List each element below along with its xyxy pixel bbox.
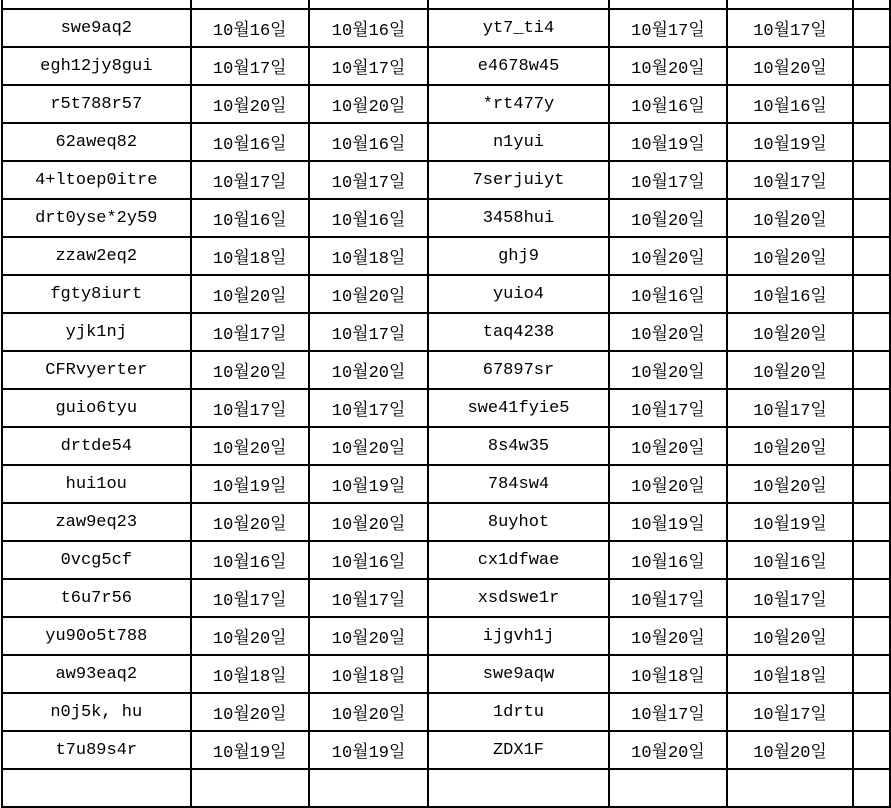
cell-date[interactable]: 10월20일 (727, 465, 853, 503)
cell-empty-sliver[interactable] (853, 351, 890, 389)
cell-date[interactable]: 10월17일 (309, 579, 428, 617)
cell-id-right[interactable]: ghj9 (428, 237, 609, 275)
cell-id-right[interactable]: swe41fyie5 (428, 389, 609, 427)
cell-date[interactable]: 10월17일 (727, 389, 853, 427)
cell-empty[interactable] (609, 0, 727, 9)
cell-date[interactable]: 10월20일 (727, 351, 853, 389)
cell-date[interactable]: 10월20일 (609, 237, 727, 275)
cell-date[interactable]: 10월17일 (727, 161, 853, 199)
cell-empty[interactable] (727, 0, 853, 9)
cell-date[interactable]: 10월16일 (191, 541, 309, 579)
cell-empty-sliver[interactable] (853, 503, 890, 541)
cell-empty-sliver[interactable] (853, 85, 890, 123)
cell-date[interactable]: 10월17일 (309, 47, 428, 85)
cell-date[interactable]: 10월19일 (609, 123, 727, 161)
cell-date[interactable]: 10월18일 (309, 237, 428, 275)
cell-date[interactable]: 10월19일 (191, 731, 309, 769)
cell-date[interactable]: 10월16일 (727, 541, 853, 579)
table-row-clipped-bottom (2, 769, 890, 807)
table-row (2, 617, 890, 655)
cell-date[interactable]: 10월20일 (727, 237, 853, 275)
cell-empty-sliver[interactable] (853, 465, 890, 503)
cell-date[interactable]: 10월16일 (191, 9, 309, 47)
table-row (2, 9, 890, 47)
cell-date[interactable]: 10월17일 (609, 389, 727, 427)
cell-empty[interactable] (191, 769, 309, 807)
cell-date[interactable]: 10월19일 (727, 123, 853, 161)
cell-date[interactable]: 10월19일 (609, 503, 727, 541)
cell-date[interactable]: 10월19일 (727, 503, 853, 541)
cell-id-right[interactable]: n1yui (428, 123, 609, 161)
cell-empty-sliver[interactable] (853, 693, 890, 731)
table-row (2, 427, 890, 465)
cell-empty-sliver[interactable] (853, 9, 890, 47)
table-row (2, 123, 890, 161)
cell-date[interactable]: 10월20일 (609, 427, 727, 465)
cell-date[interactable]: 10월20일 (727, 199, 853, 237)
cell-empty-sliver[interactable] (853, 161, 890, 199)
cell-id-right[interactable]: yuio4 (428, 275, 609, 313)
cell-id-left[interactable]: guio6tyu (2, 389, 191, 427)
cell-empty-sliver[interactable] (853, 579, 890, 617)
cell-date[interactable]: 10월20일 (609, 617, 727, 655)
cell-date[interactable]: 10월16일 (309, 9, 428, 47)
cell-empty-sliver[interactable] (853, 769, 890, 807)
cell-date[interactable]: 10월19일 (191, 465, 309, 503)
cell-date[interactable]: 10월16일 (609, 541, 727, 579)
cell-date[interactable]: 10월17일 (191, 389, 309, 427)
cell-empty-sliver[interactable] (853, 731, 890, 769)
table-row (2, 541, 890, 579)
cell-date[interactable]: 10월17일 (727, 9, 853, 47)
cell-date[interactable]: 10월16일 (309, 123, 428, 161)
table-row (2, 655, 890, 693)
cell-id-left[interactable]: drt0yse*2y59 (2, 199, 191, 237)
cell-empty[interactable] (428, 0, 609, 9)
cell-date[interactable]: 10월17일 (309, 313, 428, 351)
cell-date[interactable]: 10월18일 (191, 237, 309, 275)
cell-date[interactable]: 10월20일 (609, 313, 727, 351)
cell-id-left[interactable]: 62aweq82 (2, 123, 191, 161)
cell-date[interactable]: 10월17일 (191, 161, 309, 199)
cell-date[interactable]: 10월20일 (609, 351, 727, 389)
cell-date[interactable]: 10월17일 (609, 579, 727, 617)
cell-date[interactable]: 10월17일 (191, 579, 309, 617)
cell-id-left[interactable]: swe9aq2 (2, 9, 191, 47)
cell-id-right[interactable]: taq4238 (428, 313, 609, 351)
cell-empty[interactable] (309, 0, 428, 9)
cell-date[interactable]: 10월18일 (191, 655, 309, 693)
cell-date[interactable]: 10월20일 (609, 47, 727, 85)
cell-empty[interactable] (2, 0, 191, 9)
cell-id-left[interactable]: zzaw2eq2 (2, 237, 191, 275)
cell-empty[interactable] (309, 769, 428, 807)
cell-id-left[interactable]: zaw9eq23 (2, 503, 191, 541)
cell-id-left[interactable]: egh12jy8gui (2, 47, 191, 85)
cell-id-right[interactable]: ijgvh1j (428, 617, 609, 655)
cell-date[interactable]: 10월16일 (191, 199, 309, 237)
cell-date[interactable]: 10월20일 (727, 427, 853, 465)
cell-empty-sliver[interactable] (853, 199, 890, 237)
table-row (2, 579, 890, 617)
cell-id-left[interactable]: CFRvyerter (2, 351, 191, 389)
cell-date[interactable]: 10월20일 (309, 351, 428, 389)
cell-date[interactable]: 10월16일 (727, 275, 853, 313)
cell-date[interactable]: 10월17일 (727, 693, 853, 731)
cell-id-right[interactable]: 1drtu (428, 693, 609, 731)
cell-date[interactable]: 10월17일 (609, 693, 727, 731)
cell-date[interactable]: 10월17일 (309, 161, 428, 199)
cell-id-right[interactable]: 784sw4 (428, 465, 609, 503)
cell-date[interactable]: 10월19일 (309, 731, 428, 769)
cell-date[interactable]: 10월20일 (727, 617, 853, 655)
cell-empty[interactable] (428, 769, 609, 807)
cell-id-right[interactable]: 7serjuiyt (428, 161, 609, 199)
cell-date[interactable]: 10월20일 (191, 693, 309, 731)
cell-empty-sliver[interactable] (853, 427, 890, 465)
table-row (2, 85, 890, 123)
table-row (2, 275, 890, 313)
table-row (2, 199, 890, 237)
cell-id-left[interactable]: t6u7r56 (2, 579, 191, 617)
cell-date[interactable]: 10월20일 (191, 351, 309, 389)
cell-empty-sliver[interactable] (853, 617, 890, 655)
cell-empty[interactable] (727, 769, 853, 807)
cell-id-right[interactable]: 8s4w35 (428, 427, 609, 465)
cell-date[interactable]: 10월20일 (309, 427, 428, 465)
cell-date[interactable]: 10월20일 (609, 731, 727, 769)
cell-empty-sliver[interactable] (853, 655, 890, 693)
cell-empty[interactable] (191, 0, 309, 9)
cell-empty-sliver[interactable] (853, 389, 890, 427)
cell-empty-sliver[interactable] (853, 275, 890, 313)
cell-empty-sliver[interactable] (853, 0, 890, 9)
table-row (2, 351, 890, 389)
cell-id-left[interactable]: hui1ou (2, 465, 191, 503)
cell-date[interactable]: 10월18일 (309, 655, 428, 693)
cell-id-right[interactable]: xsdswe1r (428, 579, 609, 617)
cell-date[interactable]: 10월17일 (309, 389, 428, 427)
cell-empty[interactable] (2, 769, 191, 807)
cell-id-left[interactable]: 4+ltoep0itre (2, 161, 191, 199)
cell-date[interactable]: 10월16일 (191, 123, 309, 161)
table-row (2, 389, 890, 427)
cell-id-right[interactable]: ZDX1F (428, 731, 609, 769)
cell-id-left[interactable]: yu90o5t788 (2, 617, 191, 655)
cell-id-left[interactable]: r5t788r57 (2, 85, 191, 123)
cell-id-right[interactable]: e4678w45 (428, 47, 609, 85)
cell-date[interactable]: 10월17일 (609, 161, 727, 199)
cell-date[interactable]: 10월17일 (191, 313, 309, 351)
cell-date[interactable]: 10월17일 (727, 579, 853, 617)
cell-id-left[interactable]: yjk1nj (2, 313, 191, 351)
cell-date[interactable]: 10월20일 (191, 275, 309, 313)
cell-date[interactable]: 10월19일 (309, 465, 428, 503)
table-body (2, 0, 890, 807)
cell-date[interactable]: 10월16일 (609, 85, 727, 123)
cell-date[interactable]: 10월20일 (309, 85, 428, 123)
cell-id-right[interactable]: *rt477y (428, 85, 609, 123)
cell-date[interactable]: 10월17일 (609, 9, 727, 47)
table-row (2, 161, 890, 199)
table-row (2, 313, 890, 351)
cell-date[interactable]: 10월16일 (727, 85, 853, 123)
cell-date[interactable]: 10월20일 (191, 503, 309, 541)
cell-id-right[interactable]: 3458hui (428, 199, 609, 237)
cell-empty-sliver[interactable] (853, 313, 890, 351)
cell-id-left[interactable]: n0j5k, hu (2, 693, 191, 731)
cell-empty-sliver[interactable] (853, 123, 890, 161)
cell-id-left[interactable]: drtde54 (2, 427, 191, 465)
cell-id-right[interactable]: yt7_ti4 (428, 9, 609, 47)
table-row (2, 503, 890, 541)
cell-empty-sliver[interactable] (853, 47, 890, 85)
cell-date[interactable]: 10월20일 (727, 731, 853, 769)
cell-date[interactable]: 10월20일 (191, 85, 309, 123)
cell-date[interactable]: 10월20일 (309, 693, 428, 731)
cell-date[interactable]: 10월20일 (609, 465, 727, 503)
cell-id-right[interactable]: 67897sr (428, 351, 609, 389)
cell-date[interactable]: 10월16일 (309, 199, 428, 237)
cell-id-right[interactable]: swe9aqw (428, 655, 609, 693)
cell-id-right[interactable]: 8uyhot (428, 503, 609, 541)
table-row (2, 731, 890, 769)
cell-id-left[interactable]: aw93eaq2 (2, 655, 191, 693)
cell-date[interactable]: 10월20일 (191, 617, 309, 655)
cell-empty-sliver[interactable] (853, 541, 890, 579)
cell-id-left[interactable]: 0vcg5cf (2, 541, 191, 579)
cell-id-left[interactable]: t7u89s4r (2, 731, 191, 769)
cell-id-left[interactable]: fgty8iurt (2, 275, 191, 313)
cell-id-right[interactable]: cx1dfwae (428, 541, 609, 579)
cell-date[interactable]: 10월16일 (309, 541, 428, 579)
cell-empty[interactable] (609, 769, 727, 807)
cell-date[interactable]: 10월20일 (191, 427, 309, 465)
cell-date[interactable]: 10월17일 (191, 47, 309, 85)
cell-date[interactable]: 10월18일 (727, 655, 853, 693)
table-row (2, 47, 890, 85)
cell-date[interactable]: 10월20일 (309, 503, 428, 541)
table-row (2, 237, 890, 275)
cell-empty-sliver[interactable] (853, 237, 890, 275)
table-row-clipped-top (2, 0, 890, 9)
data-table (1, 0, 891, 808)
cell-date[interactable]: 10월20일 (727, 47, 853, 85)
cell-date[interactable]: 10월20일 (727, 313, 853, 351)
cell-date[interactable]: 10월20일 (309, 617, 428, 655)
table-row (2, 465, 890, 503)
table-row (2, 693, 890, 731)
cell-date[interactable]: 10월20일 (609, 199, 727, 237)
cell-date[interactable]: 10월20일 (309, 275, 428, 313)
cell-date[interactable]: 10월18일 (609, 655, 727, 693)
cell-date[interactable]: 10월16일 (609, 275, 727, 313)
